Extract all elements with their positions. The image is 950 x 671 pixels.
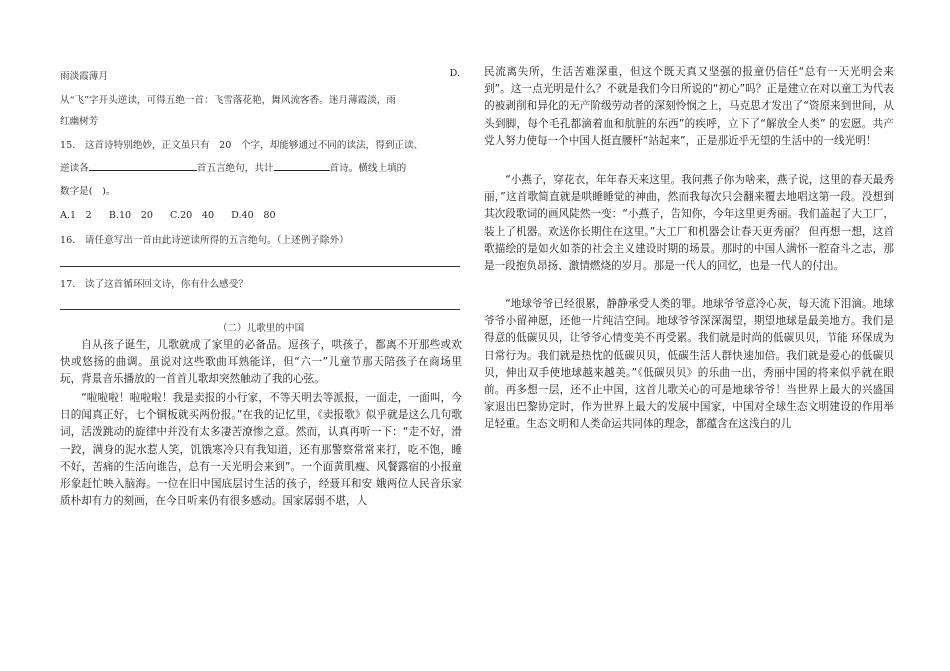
question-16-text: 16. 请任意写出一首由此诗逆读所得的五言绝句。（上述例子除外） xyxy=(60,235,349,246)
option-b[interactable]: B.10 20 xyxy=(108,210,153,221)
option-label: D. xyxy=(449,68,460,79)
reverse-reading-cont: 红幽树芳 xyxy=(60,116,99,127)
section-title: （二）儿歌里的中国 xyxy=(217,323,305,334)
question-17-text: 17. 读了这首循环回文诗，你有什么感受？ xyxy=(60,279,248,290)
option-a[interactable]: A.1 2 xyxy=(60,210,92,221)
question-15-options xyxy=(60,207,462,221)
question-15-ask: 数字是( )。 xyxy=(60,186,116,197)
article-paragraph-5: “地球爷爷已经很累，静静承受人类的罪。地球爷爷意冷心灰，每天流下泪滴。地球爷爷小留神愿，还他一片纯洁空间。地球爷爷深深渴望，期望地球是最美地方。我们是得意的低碳贝贝，让爷爷心情变美不再受累。我们就是时尚的低碳贝贝，节能 环保成为日常行为。我们就是热忱的低碳贝贝，低碳生活人群快速加倍。我们就是爱心的低碳贝贝，伸出双手使地球越来越美。”《低碳贝贝》的乐曲一出，秀丽中国的将来似乎就在眼前。再多想一层，还不止中国，这首儿歌关心的可是地球爷爷！当世界上最大的兴盛国家退出巴黎协定时，作为世界上最大的发展中国家，中国对全球生态文明建设的作用举足轻重。生态文明和人类命运共同体的理念，都蕴含在这浅白的儿 xyxy=(484,298,894,431)
q15-part-3: 首诗。横线上填的 xyxy=(329,163,407,174)
option-c[interactable]: C.20 40 xyxy=(170,210,215,221)
answer-line-17[interactable] xyxy=(60,309,460,310)
reverse-reading-intro: 从“飞”字开头逆读，可得五绝一首：飞雪落花艳，舞风流客香。迷月薄霞淡，雨 xyxy=(60,95,396,106)
article-paragraph-1: 自从孩子诞生，儿歌就成了家里的必备品。逗孩子，哄孩子，都离不开那些或欢快或悠扬的曲调。虽说对这些歌曲耳熟能详，但“六一”儿童节那天陪孩子在商场里玩，背景音乐播放的一首首儿歌却突然触动了我的心弦。 xyxy=(60,339,462,386)
question-15-blanks xyxy=(60,160,462,174)
article-paragraph-4: “小燕子，穿花衣，年年春天来这里。我问燕子你为啥来，燕子说，这里的春天最秀丽，”这首歌简直就是哄睡睡觉的神曲，然而我每次只会翻来覆去地唱这第一段。没想到其次段歌词的画风陡然一变：“小燕子，告知你，今年这里更秀丽。我们盖起了大工厂，装上了机器。欢送你长期住在这里。”大工厂和机器会让春天更秀丽？ 但再想一想，这首歌描绘的是如火如荼的社会主义建设时期的场景。那时的中国人满怀一腔奋斗之志，那是一段抱负昂扬、激情燃烧的岁月。那是一代人的回忆，也是一代人的付出。 xyxy=(484,174,894,273)
answer-blank-1[interactable] xyxy=(89,161,197,171)
poem-line-1 xyxy=(60,68,462,82)
q15-part-2: 首五言绝句，共计 xyxy=(196,163,274,174)
article-paragraph-2: “啦啦啦！啦啦啦！我是卖报的小行家，不等天明去等派报，一面走，一面叫，今日的闻真正好，七个铜板就买两份报。”在我的记忆里，《卖报歌》似乎就是这么几句歌词，活泼跳动的旋律中并没有太多凄苦潦惨之意。然而，认真再听一下：“走不好，滑一跤，满身的泥水惹人笑，饥饿寒冷只有我知道，还有那警察常常来打，吃不饱，睡不好，苦痛的生活向谁告，总有一天光明会来到”。一个面黄肌瘦、风餐露宿的小报童形象赶忙映入脑海。一位在旧中国底层讨生活的孩子，经聂耳和安 娥两位人民音乐家质朴却有力的刻画，在今日听来仍有很多感动。国家孱弱不堪，人 xyxy=(60,392,462,508)
option-d[interactable]: D.40 80 xyxy=(231,210,276,221)
q15-part-1: 逆读各 xyxy=(60,163,89,174)
poem-text: 雨淡霞薄月 xyxy=(60,71,108,82)
article-paragraph-3: 民流离失所，生活苦难深重，但这个既天真又坚强的报童仍信任“总有一天光明会来到”。这一点光明是什么？不就是我们今日所说的“初心”吗？正是建立在对以童工为代表的被剥削和异化的无产阶级劳动者的深刻怜悯之上，马克思才发出了“资原来到世间，从头到脚，每个毛孔都滴着血和肮脏的东西”的疾呼，立下了“解放全人类” 的宏愿。共产党人努力使每一个中国人挺直腰杆“站起来”，正是那近乎无望的生活中的一线光明！ xyxy=(484,66,894,147)
answer-blank-2[interactable] xyxy=(274,161,330,171)
answer-line-16[interactable] xyxy=(60,266,460,267)
question-15-text: 15. 这首诗特别绝妙，正文虽只有 20 个字，却能够通过不同的读法，得到正读、 xyxy=(60,140,424,151)
